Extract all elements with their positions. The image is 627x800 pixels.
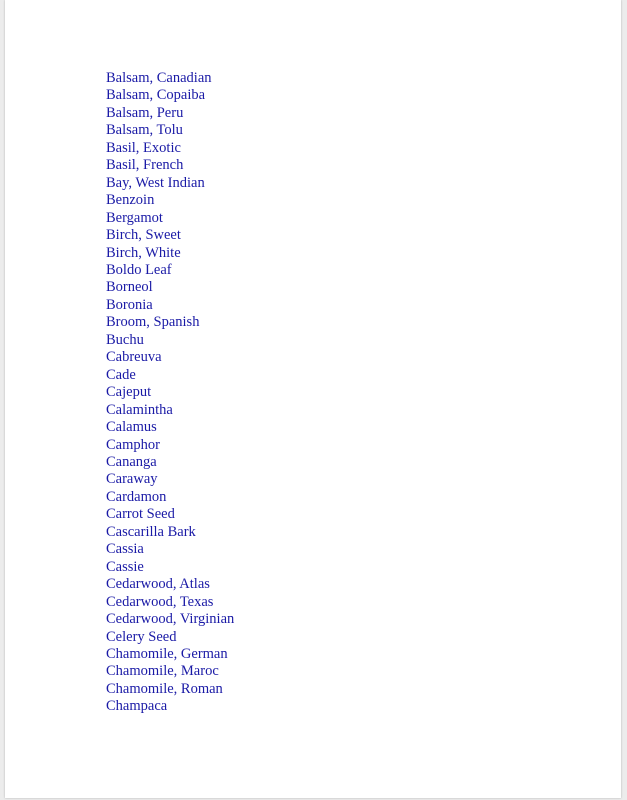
list-item: Balsam, Copaiba bbox=[106, 87, 206, 104]
list-item: Boronia bbox=[106, 296, 153, 313]
list-item: Cade bbox=[106, 366, 136, 383]
list-item: Cajeput bbox=[106, 384, 152, 401]
list-item: Basil, French bbox=[106, 157, 184, 174]
list-item: Calamus bbox=[106, 419, 157, 436]
list-item: Cardamon bbox=[106, 488, 167, 505]
list-item: Chamomile, German bbox=[106, 645, 228, 662]
list-item: Boldo Leaf bbox=[106, 261, 172, 278]
list-item: Celery Seed bbox=[106, 628, 177, 645]
list-item: Balsam, Canadian bbox=[106, 70, 212, 86]
essential-oil-list bbox=[106, 70, 234, 716]
list-item: Champaca bbox=[106, 698, 168, 715]
list-item: Chamomile, Roman bbox=[106, 680, 223, 697]
list-item: Birch, Sweet bbox=[106, 227, 181, 244]
list-item: Broom, Spanish bbox=[106, 314, 200, 331]
list-item: Camphor bbox=[106, 436, 160, 453]
list-item: Cassie bbox=[106, 558, 144, 575]
list-item: Bergamot bbox=[106, 209, 163, 226]
list-item: Benzoin bbox=[106, 192, 155, 209]
list-item: Borneol bbox=[106, 279, 153, 296]
list-item: Calamintha bbox=[106, 401, 173, 418]
list-item: Birch, White bbox=[106, 244, 181, 261]
list-item: Balsam, Tolu bbox=[106, 122, 183, 139]
list-item: Caraway bbox=[106, 471, 158, 488]
document-page bbox=[5, 0, 621, 798]
list-item: Cabreuva bbox=[106, 349, 162, 366]
list-item: Cedarwood, Texas bbox=[106, 593, 214, 610]
list-item: Cedarwood, Atlas bbox=[106, 576, 210, 593]
list-item: Cananga bbox=[106, 453, 157, 470]
list-item: Basil, Exotic bbox=[106, 139, 181, 156]
list-item: Cedarwood, Virginian bbox=[106, 611, 235, 628]
list-item: Chamomile, Maroc bbox=[106, 663, 219, 680]
list-item: Cascarilla Bark bbox=[106, 523, 196, 540]
list-item: Buchu bbox=[106, 331, 144, 348]
list-item: Carrot Seed bbox=[106, 506, 175, 523]
list-item: Cassia bbox=[106, 541, 144, 558]
list-item: Balsam, Peru bbox=[106, 104, 184, 121]
list-item: Bay, West Indian bbox=[106, 174, 205, 191]
